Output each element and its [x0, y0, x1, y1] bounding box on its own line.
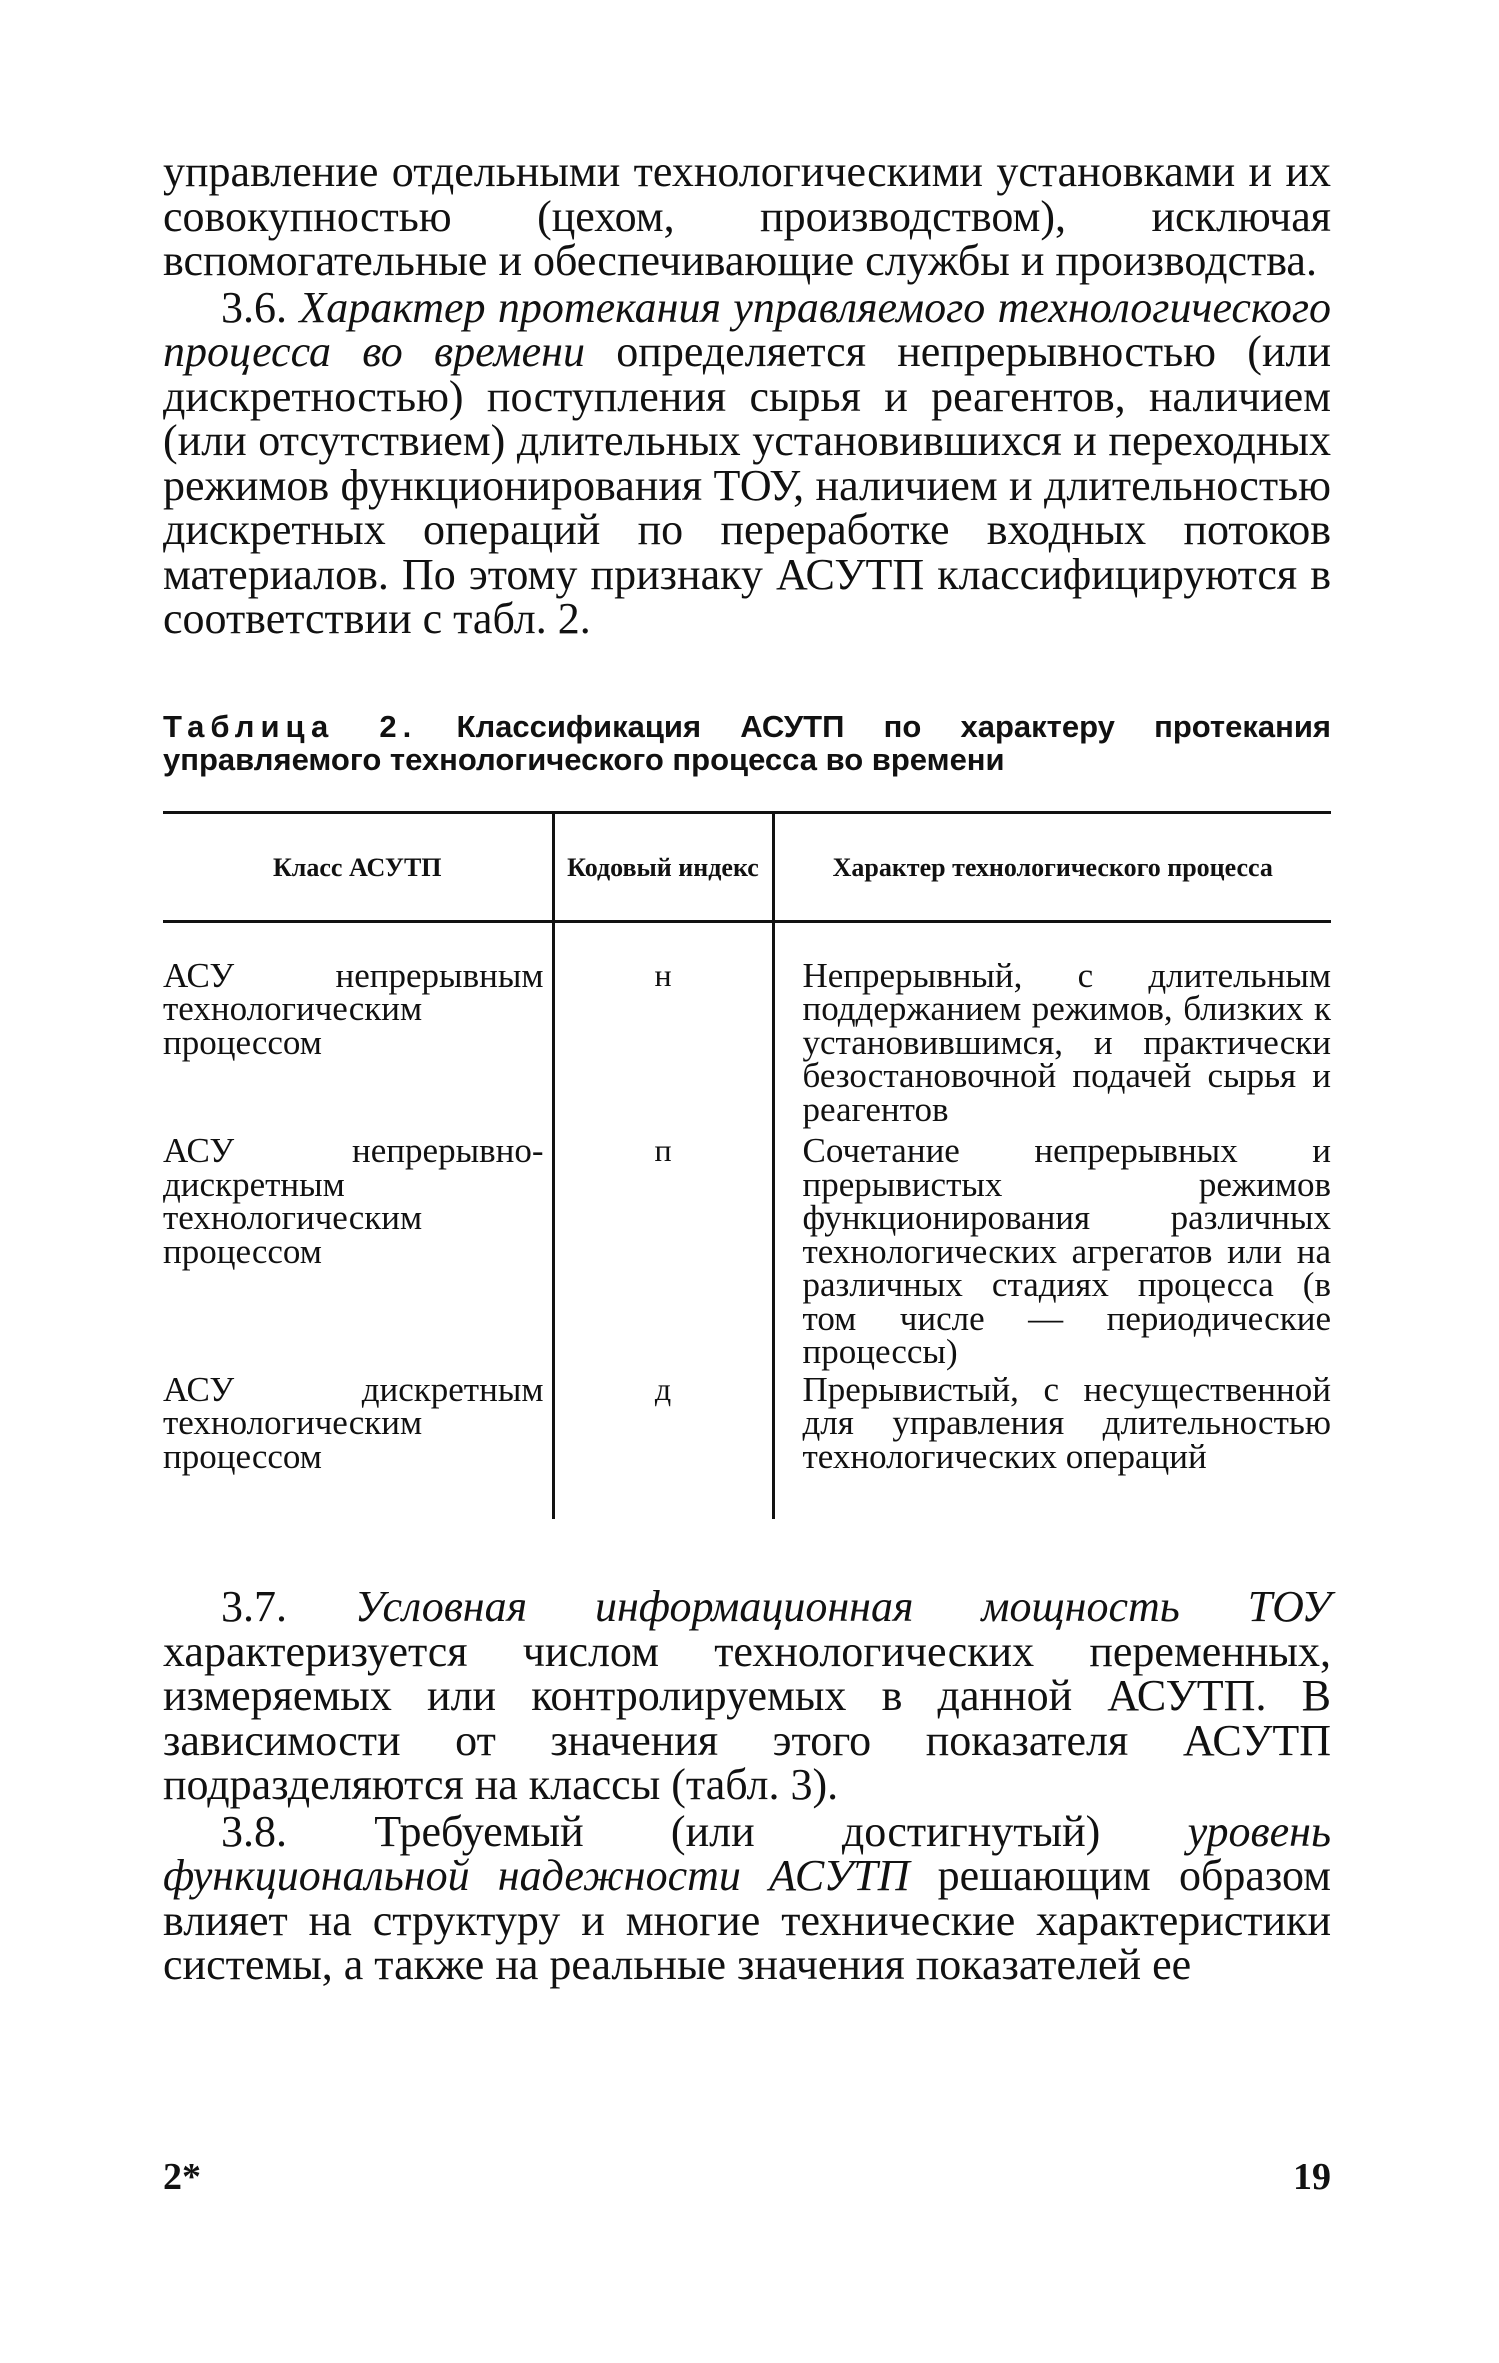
table-row	[163, 1126, 1331, 1369]
paragraph-3-6-text: определяется непрерывностью (или дискретностью) поступления сырья и реагентов, наличием (или отсутствием) длительных установившихся и переходных режимов функционирования ТОУ, наличием и длительностью дискретных операций по переработке входных потоков материалов. По этому признаку АСУТП классифицируются в соответствии с табл. 2.	[163, 327, 1331, 643]
header-description: Характер технологического процесса	[773, 812, 1331, 921]
table-caption-label: Таблица 2.	[163, 708, 418, 744]
row-class: АСУ дискретным технологическим процессом	[163, 1369, 544, 1476]
page-number: 19	[1293, 2156, 1331, 2198]
table-row	[163, 921, 1331, 1126]
paragraph-3-7-text: характеризуется числом технологических переменных, измеряемых или контролируемых в данной АСУТП. В зависимости от значения этого показателя АСУТП подразделяются на классы (табл. 3).	[163, 1626, 1331, 1809]
table-caption-text: Классификация АСУТП по характеру протекания управляемого технологического процесса во времени	[163, 708, 1331, 777]
paragraph-intro-text: управление отдельными технологическими установками и их совокупностью (цехом, производством), исключая вспомогательные и обеспечивающие службы и производства.	[163, 147, 1331, 285]
paragraph-3-7-term: Условная информационная мощность ТОУ	[354, 1582, 1332, 1631]
header-class: Класс АСУТП	[272, 853, 442, 882]
document-page	[163, 147, 1332, 2290]
row-code: п	[553, 1126, 773, 1369]
row-description: Прерывистый, с несущественной для управления длительностью технологических операций	[773, 1369, 1331, 1520]
paragraph-3-6-term: Характер протекания управляемого технологического процесса во времени	[163, 282, 1331, 376]
header-code: Кодовый индекс	[553, 812, 773, 921]
paragraph-3-7-number: 3.7.	[221, 1582, 287, 1631]
page-footer	[163, 2155, 1331, 2205]
classification-table	[163, 811, 1331, 1520]
row-class: АСУ непрерывно-дискретным технологическим процессом	[163, 1131, 544, 1271]
paragraph-3-8	[163, 1806, 1332, 1989]
table-caption	[163, 710, 1331, 776]
paragraph-3-8-start: 3.8. Требуемый (или достигнутый)	[221, 1806, 1101, 1856]
paragraph-3-7	[163, 1582, 1332, 1809]
paragraph-3-6-number: 3.6.	[221, 282, 287, 332]
row-description: Сочетание непрерывных и прерывистых режимов функционирования различных технологических агрегатов или на различных стадиях процесса (в том числе — периодические процессы)	[773, 1126, 1331, 1369]
paragraph-intro	[163, 147, 1331, 285]
row-class: АСУ непрерывным технологическим процессом	[163, 955, 544, 1062]
classification-table-wrapper	[163, 811, 1331, 1520]
row-description: Непрерывный, с длительным поддержанием режимов, близких к установившимся, и практически безостановочной подачей сырья и реагентов	[773, 921, 1331, 1126]
paragraph-3-6	[163, 282, 1331, 643]
paragraph-3-8-text: решающим образом влияет на структуру и многие технические характеристики системы, а также на реальные значения показателей ее	[163, 1851, 1331, 1989]
paragraph-3-8-term: уровень функциональной надежности АСУТП	[163, 1806, 1332, 1900]
table-row	[163, 1369, 1331, 1520]
row-code: д	[553, 1369, 773, 1520]
row-code: н	[553, 921, 773, 1126]
signature-mark: 2*	[163, 2156, 201, 2198]
table-header-row	[163, 812, 1331, 921]
